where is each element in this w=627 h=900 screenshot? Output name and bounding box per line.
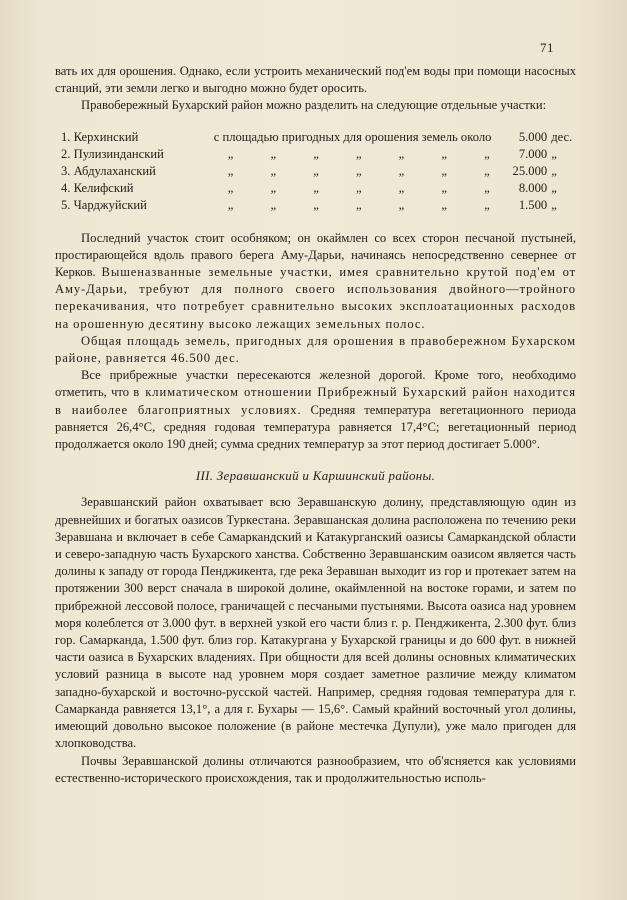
paragraph-last-plot: Последний участок стоит особняком; он окаймлен со всех сторон песчаной пустыней, простирающейся вдоль правого берега Аму-Дарьи, начинаясь непосредственно севернее от Керков. Вышеназванные земельные участки, имея сравнительно крутой под'ем от Аму-Дарьи, требуют для полного своего использования двойного—тройного перекачивания, что потребует сравнительно высоких эксплоатационных расходов на орошенную десятину высоко лежащих земельных полос. [55,230,576,331]
page-number: 71 [540,40,554,55]
paragraph-total-area: Общая площадь земель, пригодных для орошения в правобережном Бухарском районе, равняется 46.500 дес. [55,333,576,366]
ditto-marks: „ „ „ „ „ „ „ [227,146,490,161]
ditto-marks: „ „ „ „ „ „ „ [227,180,490,195]
list-item: 1. Керхинский с площадью пригодных для орошения земель около 5.000 дес. [61,129,573,144]
paragraph-continuation: вать их для орошения. Однако, если устроить механический под'ем воды при помощи насосных станций, эти земли легко и выгодно можно будет оросить. [55,64,576,96]
ditto-marks: „ „ „ „ „ „ „ [227,163,490,178]
ditto-marks: „ „ „ „ „ „ „ [227,197,490,212]
list-item: 4. Келифский „ „ „ „ „ „ „ 8.000 „ [61,180,557,195]
list-item: 2. Пулизинданский „ „ „ „ „ „ „ 7.000 „ [61,146,557,161]
paragraph-zeravshan: Зеравшанский район охватывает всю Зеравшанскую долину, представляющую один из древнейших и богатых оазисов Туркестана. Зеравшанская долина расположена по течению реки Зеравшана и включает в себе Самаркандский и Катакурганский оазисы Самаркандской области и северо-западную часть Бухарского ханства. Собственно Зеравшанским оазисом является часть долины к западу от города Пенджикента, где река Зеравшан выходит из гор и протекает затем на протяжении 300 верст сначала в широкой долине, окаймленной на востоке горами, и затем по прибрежной лессовой полосе, граничащей с песчаными пустынями. Высота оазиса над уровнем моря колеблется от 3.000 фут. в верхней узкой его части близ г. р. Пенджикента, 2.300 фут. близ гор. Самарканда, 1.500 фут. близ гор. Катакургана у Бухарской границы и до 600 фут. в нижней части оазиса в Бухарских владениях. При общности для всей долины основных климатических условий разница в высоте над уровнем моря создает заметное различие между климатом западно-бухарской и восточно-русской частей. Например, средняя годовая температура для г. Самарканда равняется 13,1°, а для г. Бухары — 15,6°. Самый крайний восточный угол долины, имеющий довольно высокое положение (в районе местечка Дупули), уже мало пригоден для хлопководства. [55,495,576,751]
list-item: 3. Абдулаханский „ „ „ „ „ „ „ 25.000 „ [61,163,557,178]
document-body [55,63,576,787]
paragraph-climate: Все прибрежные участки пересекаются железной дорогой. Кроме того, необходимо отметить, что в климатическом отношении Прибрежный Бухарский район находится в наиболее благоприятных условиях. Средняя температура вегетационного периода равняется 26,4°С, средняя годовая температура равняется 17,4°С; вегетационный период продолжается около 190 дней; сумма средних температур за этот период достигает 5.000°. [55,368,576,452]
land-plots-list [55,129,576,214]
paragraph-soils: Почвы Зеравшанской долины отличаются разнообразием, что об'ясняется как условиями естественно-исторического происхождения, так и продолжительностью исполь- [55,753,576,785]
paragraph-right-bank-intro: Правобережный Бухарский район можно разделить на следующие отдельные участки: [81,98,547,113]
list-item: 5. Чарджуйский „ „ „ „ „ „ „ 1.500 „ [61,197,557,212]
section-heading: III. Зеравшанский и Каршинский районы. [195,468,436,484]
